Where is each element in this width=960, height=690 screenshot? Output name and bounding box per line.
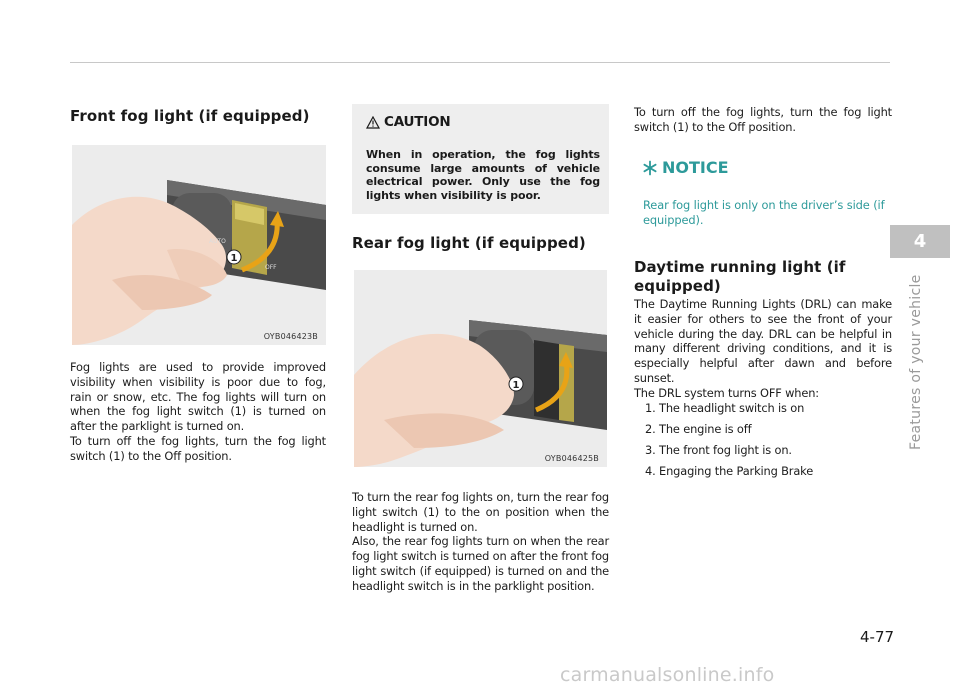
list-item: 3. The front fog light is on. (645, 443, 792, 458)
front-fog-text (70, 360, 326, 464)
rear-image-code: OYB046425B (544, 454, 599, 463)
hand-switch-illustration (72, 145, 326, 345)
rear-para-2: Also, the rear fog lights turn on when the rear fog light switch is turned on after the front fog light switch (if equipped) is turned on and the headlight switch is in the parklight position. (352, 534, 609, 593)
notice-title: NOTICE (662, 158, 729, 177)
caution-title-row (366, 114, 451, 130)
rear-fog-heading: Rear fog light (if equipped) (352, 234, 586, 252)
front-para-1: Fog lights are used to provide improved visibility when visibility is poor due to fog, rain or snow, etc. The fog lights will turn on when the fog light switch (1) is turned on after the parklight is turned on. (70, 360, 326, 434)
drl-text (634, 297, 892, 486)
front-fog-photo (72, 145, 326, 345)
notice-text: Rear fog light is only on the driver’s side (if equipped). (643, 198, 885, 227)
off-label: OFF (265, 264, 277, 271)
col3-intro (634, 105, 892, 135)
callout-number: 1 (512, 380, 520, 391)
auto-label: AUTO (209, 238, 226, 245)
rear-fog-text (352, 490, 609, 594)
list-item: 2. The engine is off (645, 421, 752, 436)
front-image-code: OYB046423B (263, 332, 318, 341)
watermark: carmanualsonline.info (560, 664, 775, 686)
drl-para-1: The Daytime Running Lights (DRL) can make it easier for others to see the front of your vehicle during the day. DRL can be helpful in many different driving conditions, and it is especially helpful after dawn and before sunset. (634, 297, 892, 385)
top-rule (70, 62, 890, 63)
rear-fog-photo (354, 270, 607, 467)
front-fog-heading: Front fog light (if equipped) (70, 107, 310, 125)
drl-heading-line2: equipped) (634, 277, 721, 295)
chapter-tab: 4 (890, 225, 950, 258)
callout-number: 1 (230, 253, 238, 264)
drl-heading (634, 258, 846, 296)
caution-box (352, 104, 609, 214)
caution-title: CAUTION (384, 114, 451, 130)
caution-text: When in operation, the fog lights consume large amounts of vehicle electrical power. Only use the fog lights when visibility is poor. (366, 148, 600, 202)
drl-conditions-list (634, 401, 892, 480)
asterisk-icon (642, 160, 658, 176)
notice-title-row (642, 158, 729, 177)
warning-triangle-icon (366, 116, 380, 129)
rear-para-1: To turn the rear fog lights on, turn the rear fog light switch (1) to the on position when the headlight is turned on. (352, 490, 609, 534)
col3-intro-text: To turn off the fog lights, turn the fog light switch (1) to the Off position. (634, 105, 892, 134)
front-para-2: To turn off the fog lights, turn the fog light switch (1) to the Off position. (70, 433, 326, 463)
list-item: 1. The headlight switch is on (645, 400, 805, 415)
drl-para-2: The DRL system turns OFF when: (634, 385, 819, 400)
list-item: 4. Engaging the Parking Brake (645, 464, 814, 479)
page-number: 4-77 (860, 628, 895, 646)
hand-switch-illustration (354, 270, 607, 467)
drl-heading-line1: Daytime running light (if (634, 258, 846, 276)
chapter-title: Features of your vehicle (908, 274, 924, 450)
